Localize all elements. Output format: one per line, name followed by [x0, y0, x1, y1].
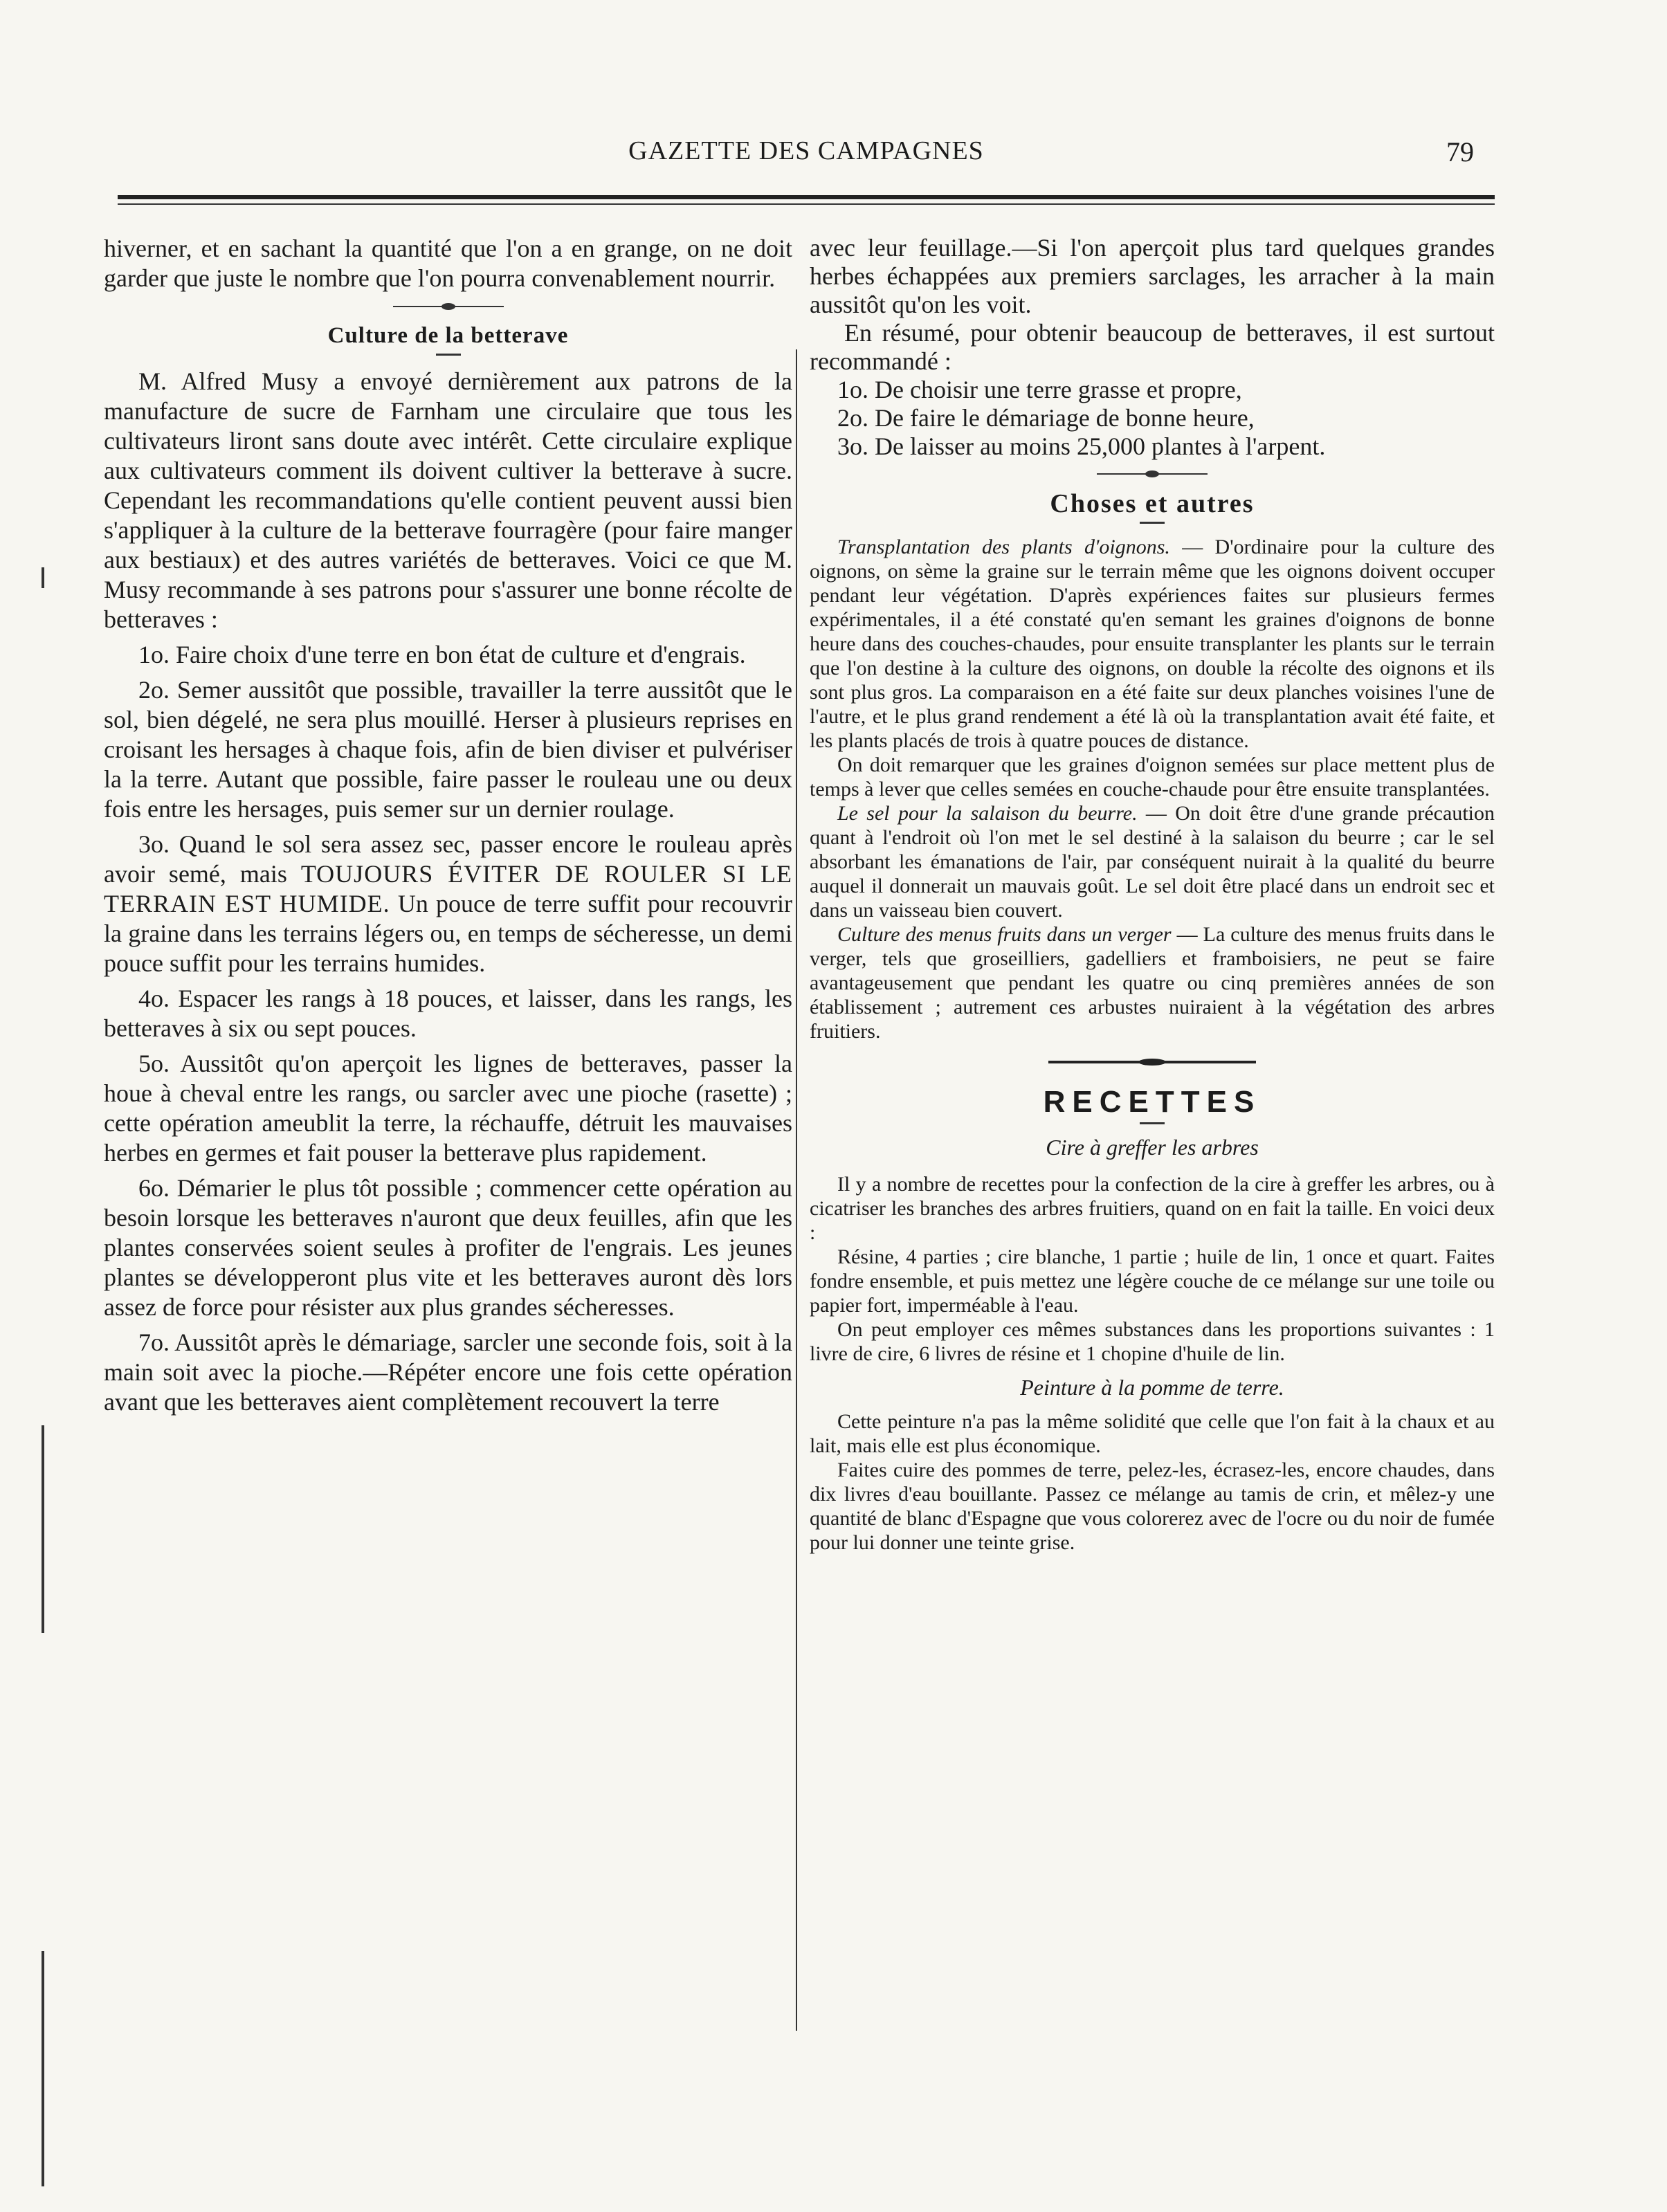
- summary-paragraph: En résumé, pour obtenir beaucoup de betteraves, il est surtout recommandé :: [810, 319, 1495, 375]
- item3-text-b: Un pouce de terre suffit pour recouvrir la graine dans les terrains légers ou, en temps de sécheresse, un demi pouce suffit pour les terrains humides.: [104, 890, 792, 977]
- continuation-paragraph: hiverner, et en sachant la quantité que l'on a en grange, on ne doit garder que juste le nombre que l'on pourra convenablement nourrir.: [104, 235, 792, 292]
- list-item: 1o. Faire choix d'une terre en bon état de culture et d'engrais.: [138, 641, 746, 668]
- section-title: Culture de la betterave: [327, 323, 569, 348]
- article-title: Transplantation des plants d'oignons.: [837, 536, 1170, 558]
- title-rule: [436, 354, 461, 356]
- column-divider: [796, 349, 797, 2031]
- list-item: 6o. Démarier le plus tôt possible ; commencer cette opération au besoin lorsque les betteraves n'auront que deux feuilles, afin que les plantes conservées soient seules à profiter de l'engrais. Les jeunes plantes se développeront plus vite et les betteraves auront dès lors assez de force pour résister aux plus grandes sécheresses.: [104, 1174, 792, 1321]
- article-text: — D'ordinaire pour la culture des oignons, on sème la graine sur le terrain même que les oignons doivent occuper pendant leur végétation. D'après expériences faites sur plusieurs fermes expérimentales, il a été constaté qu'en semant les graines d'oignons de bonne heure dans des couches-chaudes, pour ensuite transplanter les plants sur le terrain que l'on destine à la culture des oignons, on double la récolte des oignons et ils sont plus gros. La comparaison en a été faite sur deux planches voisines l'une de l'autre, et le plus grand rendement a été là où la transplantation avait été faite, et les plants placés de trois à quatre pouces de distance.: [810, 536, 1495, 752]
- margin-mark: [42, 567, 44, 588]
- recipe-title: Cire à greffer les arbres: [1046, 1135, 1259, 1160]
- article-paragraph: [810, 801, 1495, 922]
- recipe-paragraph: Il y a nombre de recettes pour la confection de la cire à greffer les arbres, ou à cicatriser les branches des arbres fruitiers, quand on en fait la taille. En voici deux :: [810, 1173, 1495, 1244]
- continuation-paragraph: avec leur feuillage.—Si l'on aperçoit plus tard quelques grandes herbes échappées aux premiers sarclages, les arracher à la main aussitôt qu'on les voit.: [810, 234, 1495, 318]
- page-number: 79: [1446, 136, 1474, 167]
- section-ornament: [393, 303, 504, 310]
- recipe-paragraph: Résine, 4 parties ; cire blanche, 1 partie ; huile de lin, 1 once et quart. Faites fondre ensemble, et puis mettez une légère couche de ce mélange sur une toile ou papier fort, imperméable à l'eau.: [810, 1245, 1495, 1317]
- article-title: Culture des menus fruits dans un verger: [837, 923, 1172, 946]
- recipe-paragraph: Faites cuire des pommes de terre, pelez-les, écrasez-les, encore chaudes, dans dix livres d'eau bouillante. Passez ce mélange au tamis de crin, et mêlez-y une quantité de blanc d'Espagne que vous colorerez avec de l'ocre ou du noir de fumée pour lui donner une teinte grise.: [810, 1459, 1495, 1554]
- margin-mark: [42, 1951, 44, 2186]
- list-item: 2o. Semer aussitôt que possible, travailler la terre aussitôt que le sol, bien dégelé, ne sera plus mouillé. Herser à plusieurs reprises en croisant les hersages à chaque fois, afin de bien diviser et pulvériser la la terre. Autant que possible, faire passer le rouleau une ou deux fois entre les hersages, puis semer sur un dernier roulage.: [104, 676, 792, 823]
- title-rule: [1140, 1122, 1165, 1124]
- article-title: Le sel pour la salaison du beurre.: [837, 802, 1138, 825]
- section-ornament: [1048, 1059, 1256, 1066]
- running-title: GAZETTE DES CAMPAGNES: [628, 136, 984, 165]
- summary-item: 1o. De choisir une terre grasse et propre,: [837, 376, 1242, 403]
- left-column: [104, 234, 792, 2129]
- recipe-title: Peinture à la pomme de terre.: [1020, 1375, 1284, 1400]
- header-rule: [118, 195, 1495, 199]
- recipe-paragraph: Cette peinture n'a pas la même solidité que celle que l'on fait à la chaux et au lait, mais elle est plus économique.: [810, 1410, 1495, 1457]
- list-item: [104, 830, 792, 978]
- margin-mark: [42, 1425, 44, 1633]
- article-paragraph: [810, 922, 1495, 1043]
- list-item: 7o. Aussitôt après le démariage, sarcler une seconde fois, soit à la main soit avec la pioche.—Répéter encore une fois cette opération avant que les betteraves aient complètement recouvert la terre: [104, 1328, 792, 1416]
- article-paragraph: [810, 535, 1495, 753]
- section-ornament: [1097, 470, 1208, 477]
- recettes-title: RECETTES: [1043, 1085, 1261, 1119]
- page-header: [111, 136, 1502, 177]
- article-paragraph: On doit remarquer que les graines d'oignon semées sur place mettent plus de temps à lever que celles semées en couche-chaude pour être ensuite transplantées.: [810, 753, 1495, 801]
- recipe-paragraph: On peut employer ces mêmes substances dans les proportions suivantes : 1 livre de cire, 6 livres de résine et 1 chopine d'huile de lin.: [810, 1318, 1495, 1365]
- list-item: 4o. Espacer les rangs à 18 pouces, et laisser, dans les rangs, les betteraves à six ou sept pouces.: [104, 985, 792, 1042]
- article-text: — On doit être d'une grande précaution quant à l'endroit où l'on met le sel destiné à la salaison du beurre ; car le sel absorbant les émanations de l'air, par conséquent nuirait à la qualité du beurre auquel il donnerait un mauvais goût. Le sel doit être placé dans un endroit sec et dans un vaisseau bien couvert.: [810, 802, 1495, 922]
- item3-text-a: 3o. Quand le sol sera assez sec, passer encore le rouleau après avoir semé, mais: [104, 830, 792, 888]
- summary-item: 2o. De faire le démariage de bonne heure,: [837, 404, 1255, 432]
- right-column: [810, 234, 1495, 2129]
- title-rule: [1140, 522, 1165, 524]
- section-title: Choses et autres: [1050, 489, 1255, 518]
- article-text: — La culture des menus fruits dans le verger, tels que groseilliers, gadelliers et framboisiers, ne peut se faire avantageusement que pendant les quatre ou cinq premières années de son établissement ; autrement ces arbustes nuiraient à la végétation des arbres fruitiers.: [810, 923, 1495, 1043]
- item3-warning: TOUJOURS ÉVITER DE ROULER SI LE TERRAIN EST HUMIDE.: [104, 860, 792, 917]
- list-item: 5o. Aussitôt qu'on aperçoit les lignes de betteraves, passer la houe à cheval entre les rangs, ou sarcler avec une pioche (rasette) ; cette opération ameublit la terre, la réchauffe, détruit les mauvaises herbes en germes et fait pouser la betterave plus rapidement.: [104, 1050, 792, 1167]
- summary-item: 3o. De laisser au moins 25,000 plantes à l'arpent.: [837, 432, 1326, 460]
- header-rule-thin: [118, 203, 1495, 205]
- intro-paragraph: M. Alfred Musy a envoyé dernièrement aux patrons de la manufacture de sucre de Farnham une circulaire que tous les cultivateurs liront sans doute avec intérêt. Cette circulaire explique aux cultivateurs comment ils doivent cultiver la betterave à sucre. Cependant les recommandations qu'elle contient peuvent aussi bien s'appliquer à la culture de la betterave fourragère (pour faire manger aux bestiaux) et des autres variétés de betteraves. Voici ce que M. Musy recommande à ses patrons pour s'assurer une bonne récolte de betteraves :: [104, 367, 792, 633]
